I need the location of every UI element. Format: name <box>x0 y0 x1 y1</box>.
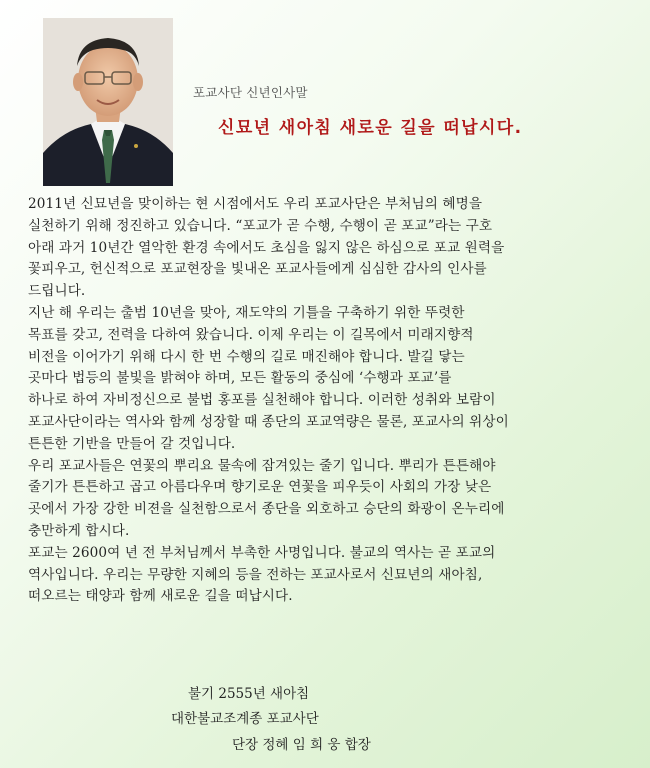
signature-organization: 대한불교조계종 포교사단 <box>171 711 319 727</box>
signature-name: 단장 정혜 임 희 웅 합장 <box>232 737 371 753</box>
body-line: 포교사단이라는 역사와 함께 성장할 때 종단의 포교역량은 물론, 포교사의 위상이 <box>28 413 509 430</box>
body-line: 포교는 2600여 년 전 부처님께서 부촉한 사명입니다. 불교의 역사는 곧 포교의 <box>28 544 496 561</box>
body-line: 지난 해 우리는 출범 10년을 맞아, 재도약의 기틀을 구축하기 위한 뚜렷한 <box>28 304 465 321</box>
portrait-icon <box>43 18 173 186</box>
body-line: 꽃피우고, 헌신적으로 포교현장을 빛내온 포교사들에게 심심한 감사의 인사를 <box>28 261 487 278</box>
body-line: 곳에서 가장 강한 비젼을 실천함으로서 종단을 외호하고 승단의 화광이 온누리에 <box>28 501 505 518</box>
portrait-photo <box>43 18 173 186</box>
body-line: 목표를 갖고, 전력을 다하여 왔습니다. 이제 우리는 이 길목에서 미래지향적 <box>28 326 474 343</box>
greeting-subtitle: 포교사단 신년인사말 <box>193 85 308 100</box>
body-line: 곳마다 법등의 불빛을 밝혀야 하며, 모든 활동의 중심에 ‘수행과 포교’를 <box>28 370 452 387</box>
body-line: 하나로 하여 자비정신으로 불법 홍포를 실천해야 합니다. 이러한 성취와 보람이 <box>28 392 496 409</box>
body-line: 줄기가 튼튼하고 곱고 아름다우며 향기로운 연꽃을 피우듯이 사회의 가장 낮은 <box>28 479 492 496</box>
signature-date: 불기 2555년 새아침 <box>188 686 310 702</box>
greeting-title: 신묘년 새아침 새로운 길을 떠납시다. <box>218 118 523 138</box>
greeting-body <box>28 194 628 608</box>
body-line: 드립니다. <box>28 283 86 300</box>
body-line: 비전을 이어가기 위해 다시 한 번 수행의 길로 매진해야 합니다. 발길 닿는 <box>28 348 465 365</box>
body-line: 튼튼한 기반을 만들어 갈 것입니다. <box>28 435 236 452</box>
body-line: 2011년 신묘년을 맞이하는 현 시점에서도 우리 포교사단은 부처님의 혜명을 <box>28 196 483 212</box>
body-line: 역사입니다. 우리는 무량한 지혜의 등을 전하는 포교사로서 신묘년의 새아침, <box>28 566 483 583</box>
body-line: 실천하기 위해 정진하고 있습니다. “포교가 곧 수행, 수행이 곧 포교”라는 구호 <box>28 217 493 234</box>
body-line: 아래 과거 10년간 열악한 환경 속에서도 초심을 잃지 않은 하심으로 포교 원력을 <box>28 239 505 256</box>
body-line: 우리 포교사들은 연꽃의 뿌리요 물속에 잠겨있는 줄기 입니다. 뿌리가 튼튼해야 <box>28 457 496 474</box>
body-line: 충만하게 합시다. <box>28 522 130 539</box>
body-line: 떠오르는 태양과 함께 새로운 길을 떠납시다. <box>28 588 293 605</box>
